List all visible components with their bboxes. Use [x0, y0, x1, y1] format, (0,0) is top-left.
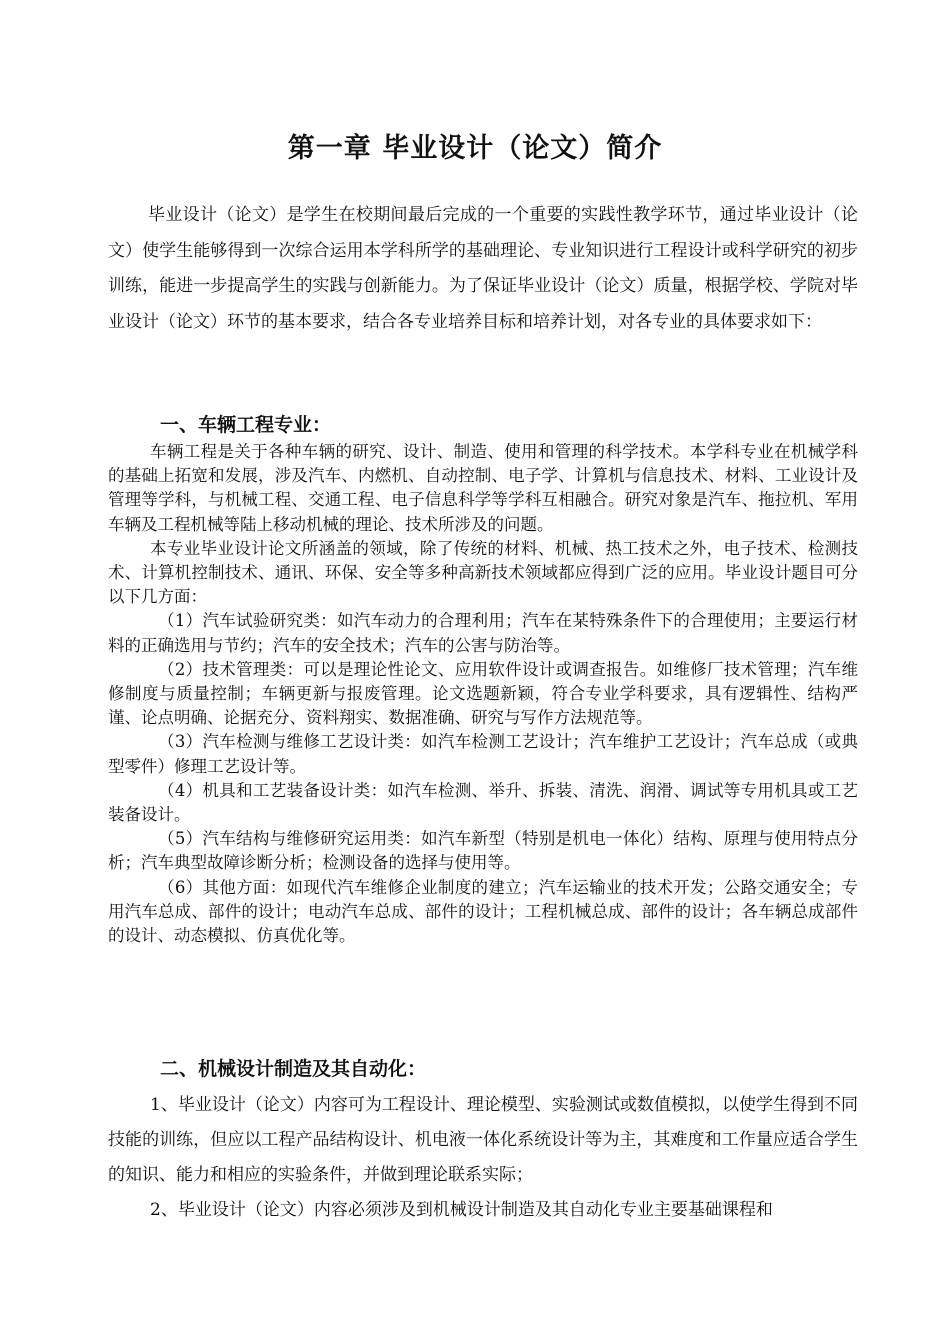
intro-section [108, 198, 858, 340]
body-paragraph: 本专业毕业设计论文所涵盖的领域，除了传统的材料、机械、热工技术之外，电子技术、检测技术、计算机控制技术、通讯、环保、安全等多种高新技术领域都应得到广泛的应用。毕业设计题目可分以下几方面： [108, 538, 858, 607]
vehicle-engineering-section [108, 440, 858, 948]
body-paragraph: 车辆工程是关于各种车辆的研究、设计、制造、使用和管理的科学技术。本学科专业在机械学科的基础上拓宽和发展，涉及汽车、内燃机、自动控制、电子学、计算机与信息技术、材料、工业设计及管理等学科，与机械工程、交通工程、电子信息科学等学科互相融合。研究对象是汽车、拖拉机、军用车辆及工程机械等陆上移动机械的理论、技术所涉及的问题。 [108, 442, 858, 534]
list-item: （3）汽车检测与维修工艺设计类：如汽车检测工艺设计；汽车维护工艺设计；汽车总成（或典型零件）修理工艺设计等。 [108, 732, 858, 776]
chapter-title: 第一章 毕业设计（论文）简介 [287, 133, 663, 164]
mechanical-design-section [108, 1088, 858, 1228]
section-heading-mechanical-design: 二、机械设计制造及其自动化： [160, 1058, 427, 1080]
intro-paragraph: 毕业设计（论文）是学生在校期间最后完成的一个重要的实践性教学环节，通过毕业设计（论文）使学生能够得到一次综合运用本学科所学的基础理论、专业知识进行工程设计或科学研究的初步训练，能进一步提高学生的实践与创新能力。为了保证毕业设计（论文）质量，根据学校、学院对毕业设计（论文）环节的基本要求，结合各专业培养目标和培养计划，对各专业的具体要求如下： [108, 205, 858, 332]
list-item: （2）技术管理类：可以是理论性论文、应用软件设计或调查报告。如维修厂技术管理；汽车维修制度与质量控制；车辆更新与报废管理。论文选题新颖，符合专业学科要求，具有逻辑性、结构严谨、论点明确、论据充分、资料翔实、数据准确、研究与写作方法规范等。 [108, 659, 858, 728]
body-paragraph: 1、毕业设计（论文）内容可为工程设计、理论模型、实验测试或数值模拟，以使学生得到不同技能的训练，但应以工程产品结构设计、机电液一体化系统设计等为主，其难度和工作量应适合学生的知识、能力和相应的实验条件，并做到理论联系实际； [108, 1095, 858, 1185]
section-heading-vehicle-engineering: 一、车辆工程专业： [160, 414, 332, 436]
list-item: （5）汽车结构与维修研究运用类：如汽车新型（特别是机电一体化）结构、原理与使用特点分析；汽车典型故障诊断分析；检测设备的选择与使用等。 [108, 829, 858, 873]
body-paragraph: 2、毕业设计（论文）内容必须涉及到机械设计制造及其自动化专业主要基础课程和 [150, 1200, 773, 1220]
list-item: （6）其他方面：如现代汽车维修企业制度的建立；汽车运输业的技术开发；公路交通安全；专用汽车总成、部件的设计；电动汽车总成、部件的设计；工程机械总成、部件的设计；各车辆总成部件的设计、动态模拟、仿真优化等。 [108, 877, 858, 946]
list-item: （4）机具和工艺装备设计类：如汽车检测、举升、拆装、清洗、润滑、调试等专用机具或工艺装备设计。 [108, 780, 858, 825]
list-item: （1）汽车试验研究类：如汽车动力的合理利用；汽车在某特殊条件下的合理使用；主要运行材料的正确选用与节约；汽车的安全技术；汽车的公害与防治等。 [108, 611, 858, 655]
